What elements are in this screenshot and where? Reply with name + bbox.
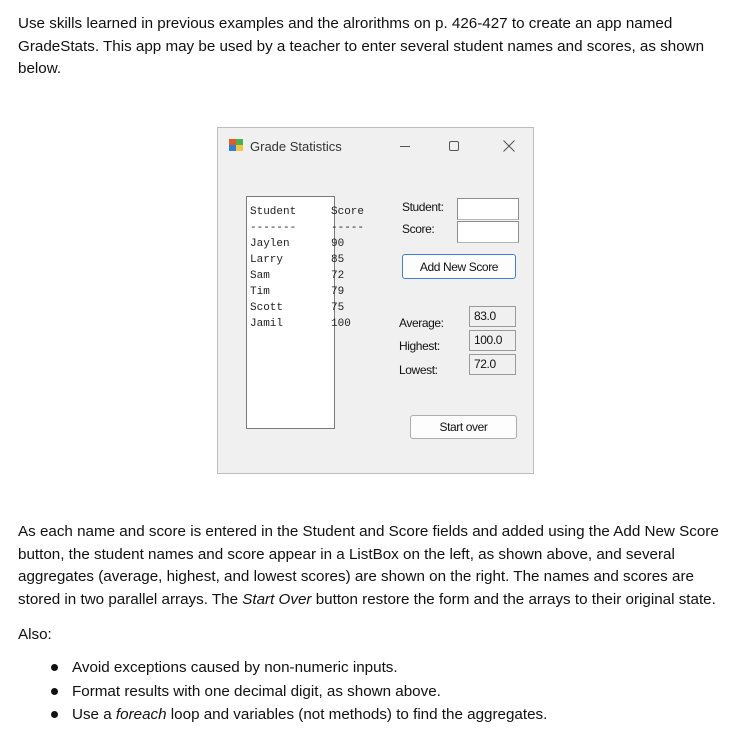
intro-paragraph: Use skills learned in previous examples and the alrorithms on p. 426-427 to create an app named GradeStats. This app may be used by a teacher to enter several student names and scores, as shown below.: [18, 15, 705, 77]
highest-output: 100.0: [469, 330, 516, 351]
average-output: 83.0: [469, 306, 516, 327]
list-student: Tim: [250, 286, 270, 298]
list-score: 90: [331, 238, 345, 250]
start-over-button[interactable]: Start over: [410, 415, 517, 439]
lowest-label: Lowest:: [399, 363, 438, 377]
bullet-text: Use a: [72, 706, 116, 723]
close-button[interactable]: [493, 134, 525, 158]
list-student: Student: [250, 206, 297, 218]
list-score: 100: [331, 318, 351, 330]
list-item: Avoid exceptions caused by non-numeric inputs.: [18, 656, 734, 680]
list-student: Scott: [250, 302, 284, 314]
list-score: Score: [331, 206, 365, 218]
description-paragraph: [18, 521, 734, 611]
list-score: -----: [331, 222, 365, 234]
list-item: Format results with one decimal digit, as shown above.: [18, 680, 734, 704]
score-input[interactable]: [457, 221, 519, 243]
student-input[interactable]: [457, 198, 519, 220]
student-label: Student:: [402, 200, 444, 214]
requirements-list: [18, 656, 734, 727]
close-icon: [502, 139, 516, 153]
list-student: -------: [250, 222, 297, 234]
list-student: Jaylen: [250, 238, 290, 250]
list-student: Jamil: [250, 318, 284, 330]
description-text: As each name and score is entered in the Student and Score fields and added using the Add New Score button, the student names and score appear in a ListBox on the left, as shown above, and several aggregates (average, highest, and lowest scores) are shown on the right. The names and scores are stored in two parallel arrays. The: [18, 523, 719, 608]
highest-label: Highest:: [399, 339, 440, 353]
description-end: button restore the form and the arrays to their original state.: [311, 590, 716, 608]
list-score: 85: [331, 254, 345, 266]
list-student: Sam: [250, 270, 270, 282]
window-title: Grade Statistics: [250, 139, 342, 154]
form-app-icon: [229, 139, 243, 151]
average-label: Average:: [399, 316, 444, 330]
minimize-button[interactable]: [389, 134, 421, 158]
also-label: Also:: [18, 626, 52, 643]
list-score: 72: [331, 270, 345, 282]
description-emphasis: Start Over: [242, 590, 312, 608]
grade-statistics-window: [217, 127, 534, 474]
list-item: [18, 703, 734, 727]
minimize-icon: [399, 140, 411, 152]
lowest-output: 72.0: [469, 354, 516, 375]
bullet-emphasis: foreach: [115, 706, 167, 723]
scores-listbox[interactable]: [246, 196, 365, 429]
list-score: 75: [331, 302, 345, 314]
list-student: Larry: [250, 254, 284, 266]
title-bar[interactable]: [218, 128, 533, 164]
maximize-icon: [448, 140, 460, 152]
maximize-button[interactable]: [438, 134, 470, 158]
score-label: Score:: [402, 222, 435, 236]
bullet-text-end: loop and variables (not methods) to find the aggregates.: [166, 706, 548, 723]
list-score: 79: [331, 286, 345, 298]
add-new-score-button[interactable]: Add New Score: [402, 254, 516, 279]
